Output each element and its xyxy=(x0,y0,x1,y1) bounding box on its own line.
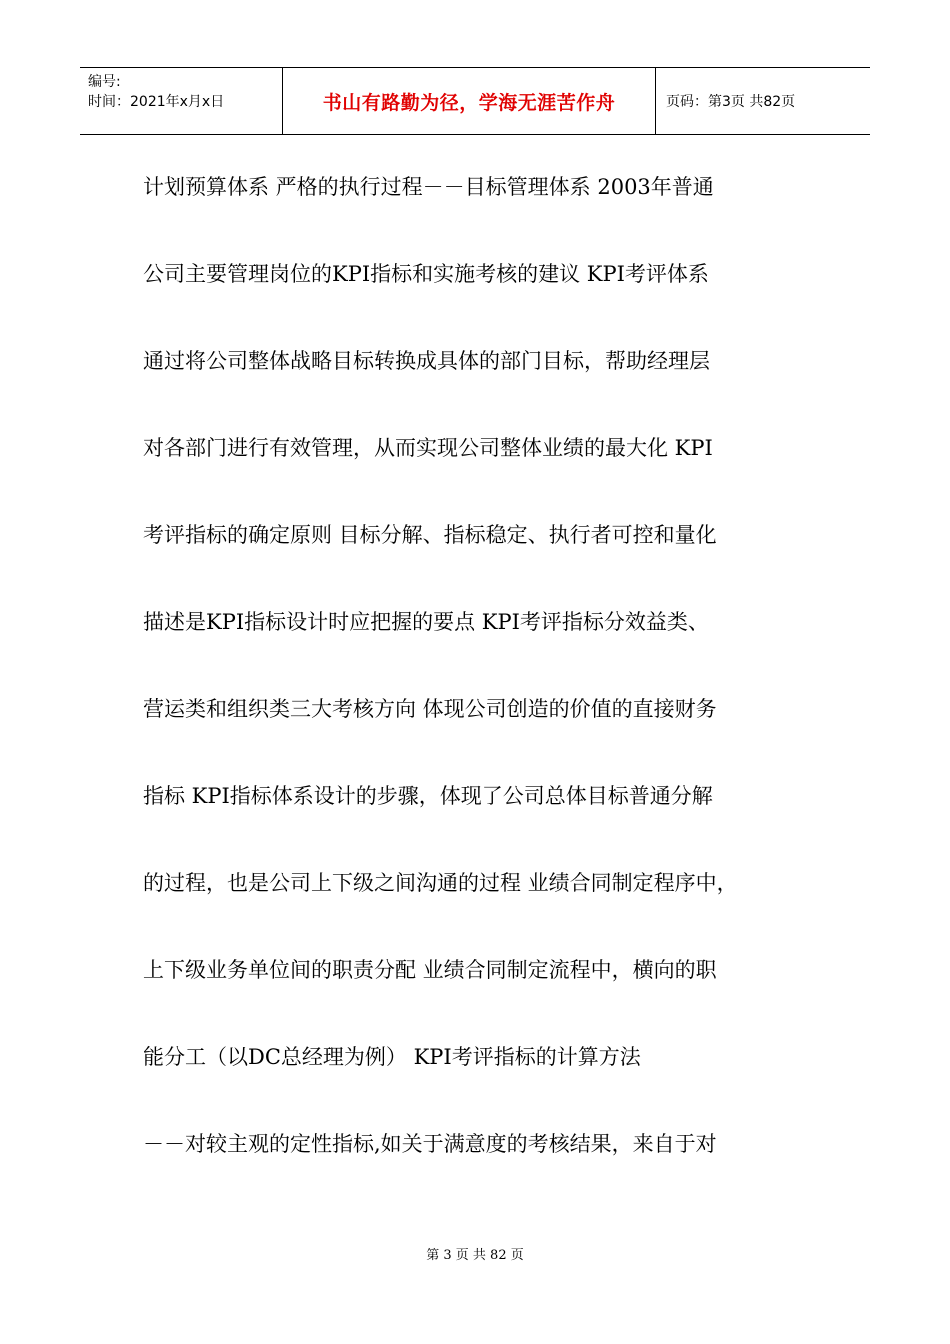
document-body xyxy=(143,160,823,1204)
header-meta-cell xyxy=(80,68,283,134)
body-line: 考评指标的确定原则 目标分解、指标稳定、执行者可控和量化 xyxy=(143,523,717,547)
header-page-cell xyxy=(656,68,870,134)
body-line: 描述是KPI指标设计时应把握的要点 KPI考评指标分效益类、 xyxy=(143,610,709,634)
document-time-label: 时间：2021年x月x日 xyxy=(88,94,225,110)
body-line: 计划预算体系 严格的执行过程－－目标管理体系 2003年普通 xyxy=(143,175,714,199)
body-line: 通过将公司整体战略目标转换成具体的部门目标，帮助经理层 xyxy=(143,349,710,373)
motto-text: 书山有路勤为径，学海无涯苦作舟 xyxy=(322,91,616,114)
document-number-label: 编号: xyxy=(88,74,121,90)
header-motto-cell xyxy=(283,68,656,134)
body-line: 能分工（以DC总经理为例） KPI考评指标的计算方法 xyxy=(143,1045,641,1069)
body-line: 对各部门进行有效管理，从而实现公司整体业绩的最大化 KPI xyxy=(143,436,713,460)
footer-page-number: 第 3 页 共 82 页 xyxy=(426,1248,524,1263)
body-line: 指标 KPI指标体系设计的步骤，体现了公司总体目标普通分解 xyxy=(143,784,713,808)
body-line: 公司主要管理岗位的KPI指标和实施考核的建议 KPI考评体系 xyxy=(143,262,709,286)
body-line: －－对较主观的定性指标,如关于满意度的考核结果，来自于对 xyxy=(143,1132,717,1156)
document-header xyxy=(80,67,870,135)
body-line: 营运类和组织类三大考核方向 体现公司创造的价值的直接财务 xyxy=(143,697,717,721)
header-page-info: 页码：第3页 共82页 xyxy=(666,94,796,110)
body-line: 上下级业务单位间的职责分配 业绩合同制定流程中，横向的职 xyxy=(143,958,717,982)
body-line: 的过程，也是公司上下级之间沟通的过程 业绩合同制定程序中， xyxy=(143,871,738,895)
page-footer xyxy=(0,1244,950,1263)
